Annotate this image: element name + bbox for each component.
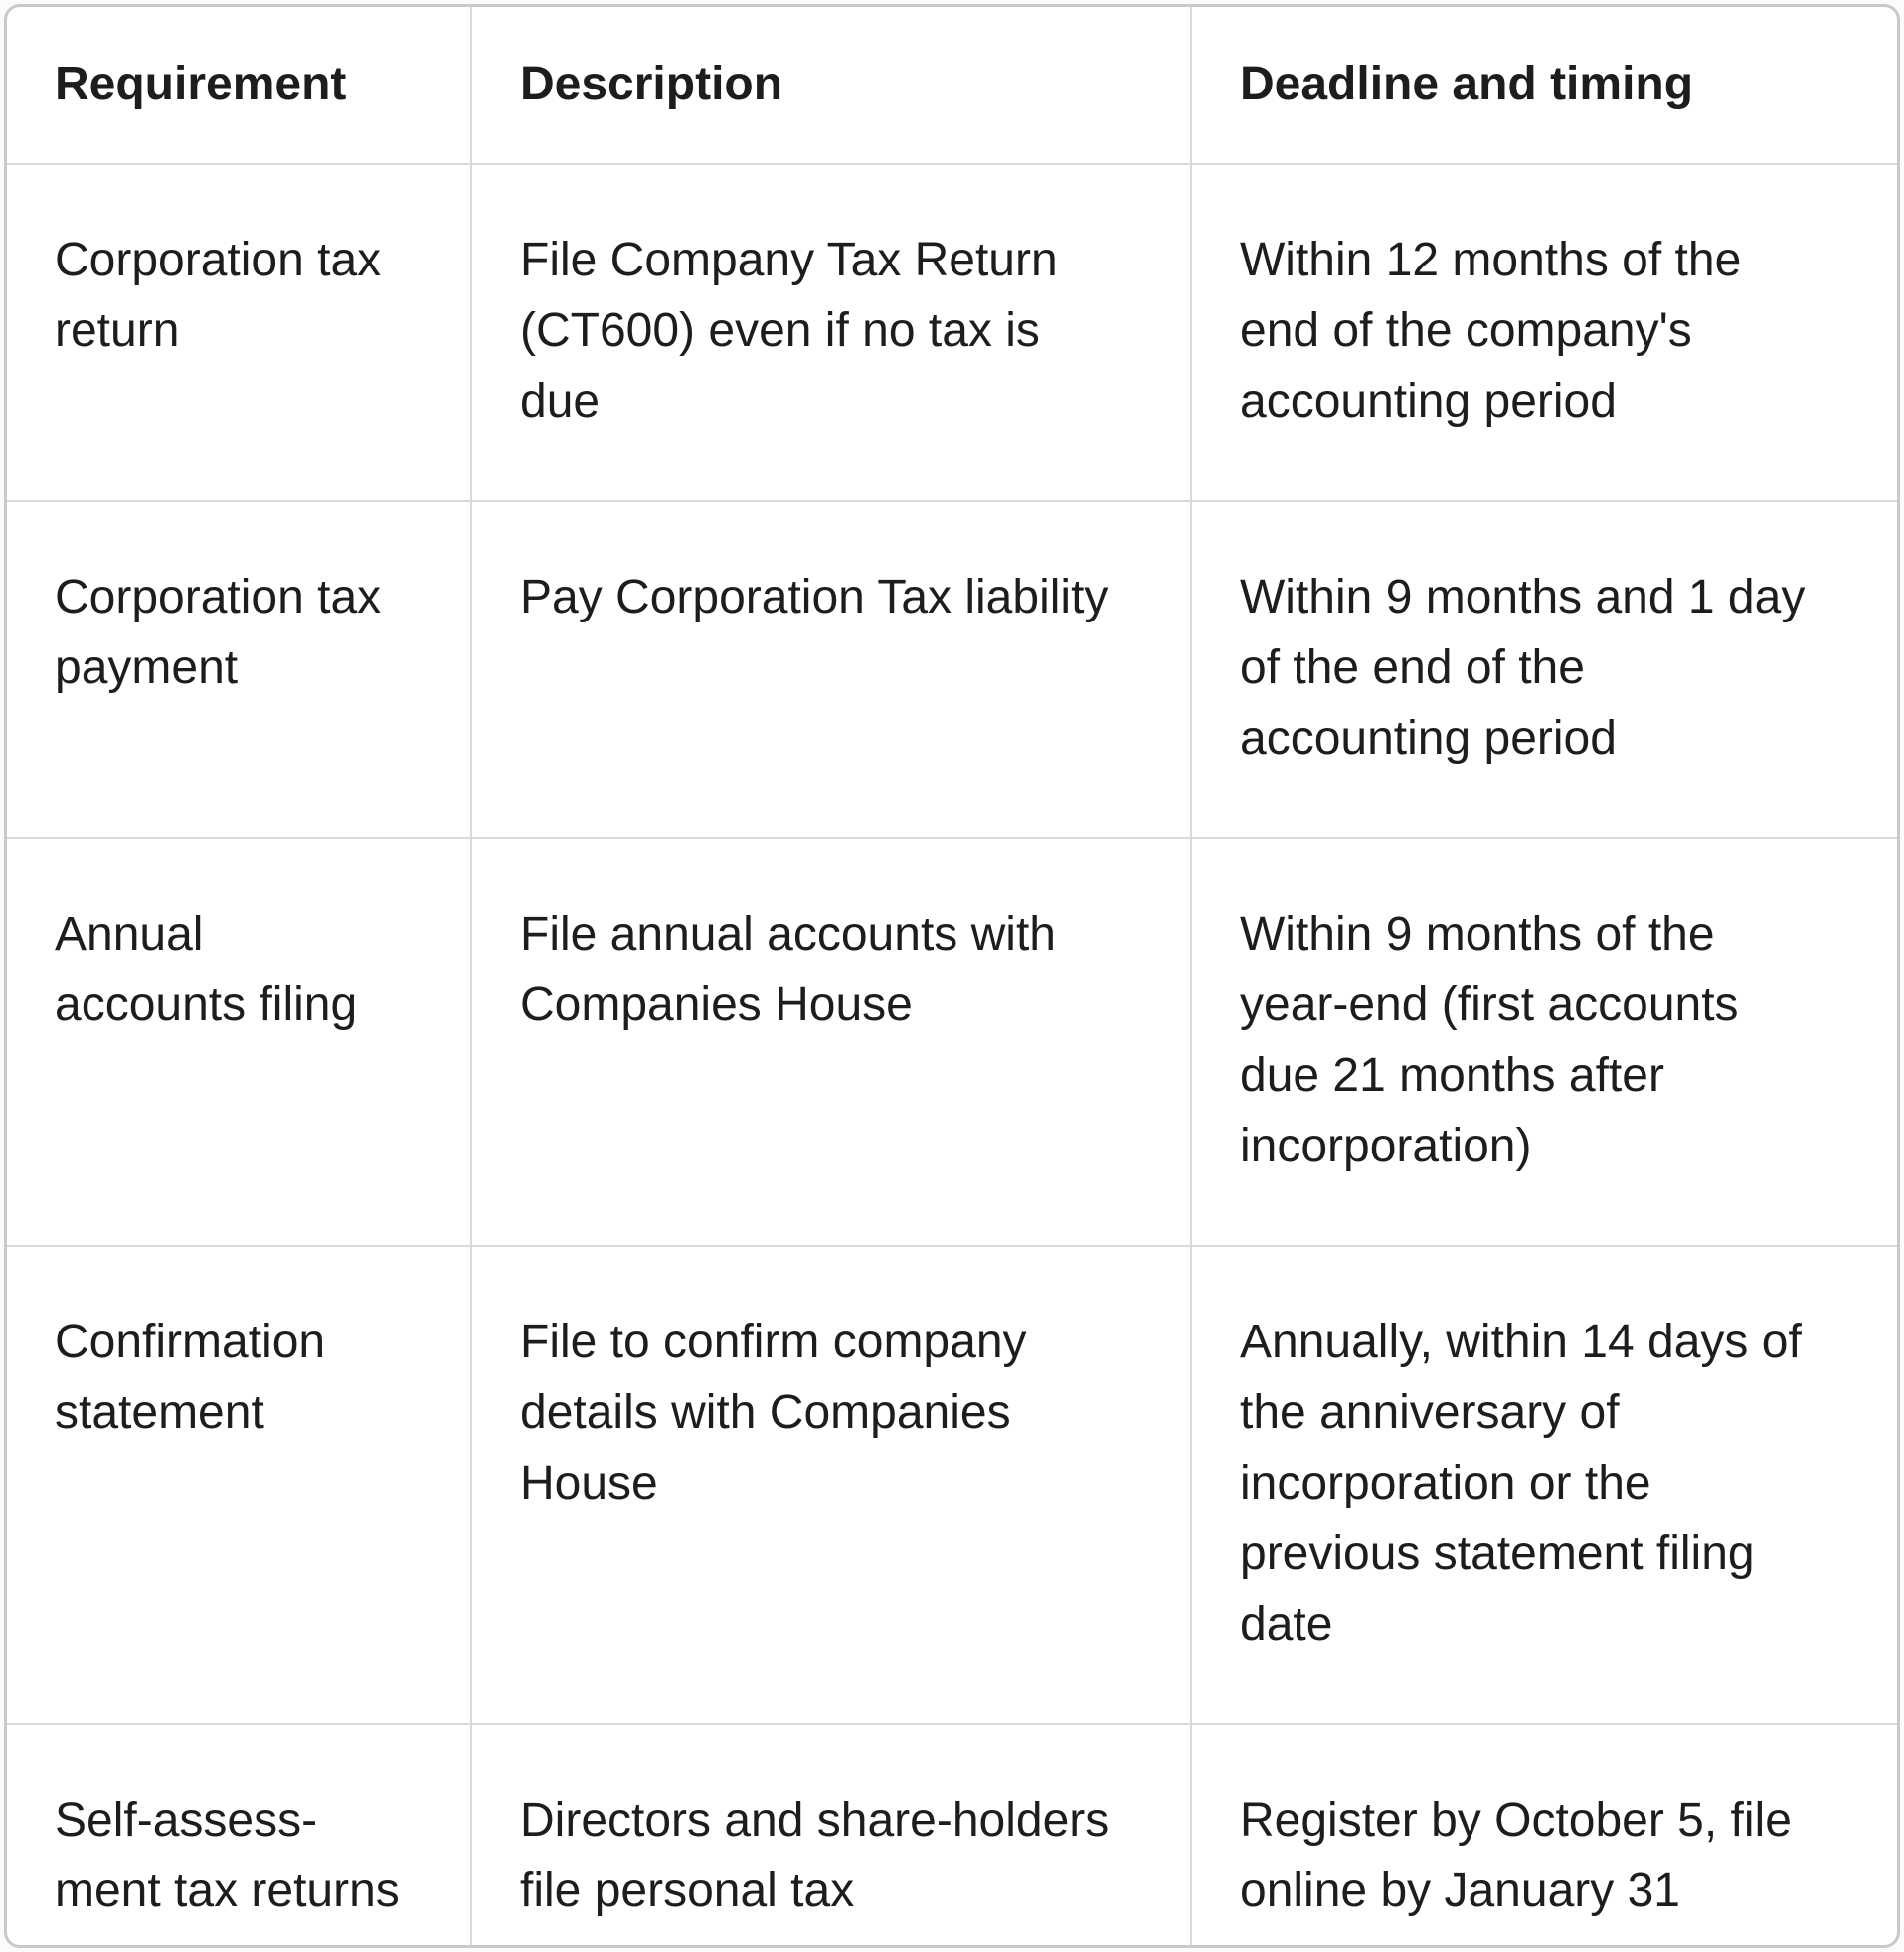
cell-deadline: Register by October 5, file online by January 31 — [1240, 1794, 1792, 1917]
table-row — [7, 501, 1897, 838]
table-row — [7, 1724, 1897, 1948]
column-header-deadline: Deadline and timing — [1191, 7, 1897, 164]
cell-deadline: Within 9 months and 1 day of the end of the accounting period — [1191, 501, 1897, 838]
table-body — [7, 164, 1897, 1948]
table-row — [7, 1246, 1897, 1724]
cell-requirement: Confirmation statement — [7, 1246, 471, 1724]
cell-deadline: Within 12 months of the end of the company's accounting period — [1191, 164, 1897, 501]
header-row — [7, 7, 1897, 164]
table-container — [4, 4, 1900, 1948]
cell-deadline: Within 9 months of the year-end (first accounts due 21 months after incorporation) — [1191, 838, 1897, 1246]
cell-requirement: Corporation tax return — [7, 164, 471, 501]
cell-description: File Company Tax Return (CT600) even if no tax is due — [471, 164, 1191, 501]
cell-description: Pay Corporation Tax liability — [471, 501, 1191, 838]
table-row — [7, 164, 1897, 501]
cell-deadline: Annually, within 14 days of the anniversary of incorporation or the previous statement filing date — [1191, 1246, 1897, 1724]
table-row — [7, 838, 1897, 1246]
filing-requirements-table — [7, 7, 1897, 1948]
cell-description: File to confirm company details with Companies House — [471, 1246, 1191, 1724]
cell-requirement: Self-assess-ment tax returns — [7, 1724, 471, 1948]
cell-description: Directors and share-holders file personal tax — [471, 1724, 1191, 1948]
cell-description: File annual accounts with Companies House — [471, 838, 1191, 1246]
column-header-requirement: Requirement — [7, 7, 471, 164]
cell-requirement: Annual accounts filing — [7, 838, 471, 1246]
cell-requirement: Corporation tax payment — [7, 501, 471, 838]
column-header-description: Description — [471, 7, 1191, 164]
